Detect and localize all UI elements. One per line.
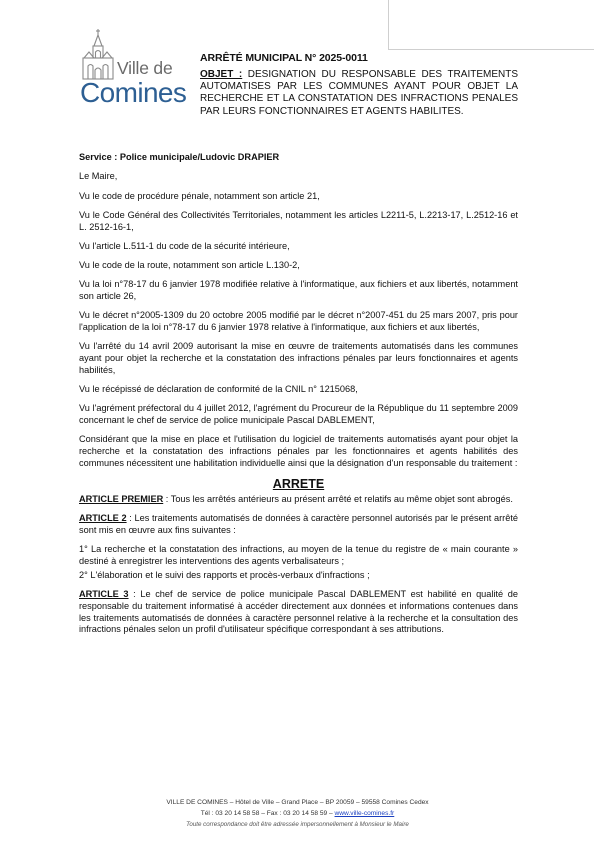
article-2 (79, 513, 518, 536)
service-line: Service : Police municipale/Ludovic DRAPIER (79, 152, 280, 162)
article-2-text: : Les traitements automatisés de données à caractère personnel autorisés par le présent arrêté sont mis en œuvre aux fins suivantes : (79, 513, 518, 536)
logo-ville-text: Ville de (117, 58, 173, 78)
vu-paragraph: Vu le code de procédure pénale, notamment son article 21, (79, 190, 320, 201)
vu-paragraph: Vu le décret n°2005-1309 du 20 octobre 2005 modifié par le décret n°2007-451 du 25 mars 2007, pris pour l'application de la loi n°78-17 du 6 janvier 1978 relative à l'informatique, aux fichiers et aux libertés, (79, 310, 518, 333)
objet-text: DESIGNATION DU RESPONSABLE DES TRAITEMENTS AUTOMATISES PAR LES COMMUNES AYANT POUR OBJET LA RECHERCHE ET LA CONSTATATION DES INFRACTIONS PENALES PAR LEURS FONCTIONNAIRES ET AGENTS HABILITES. (200, 69, 519, 117)
vu-paragraph: Vu le Code Général des Collectivités Territoriales, notamment les articles L2211-5, L.2213-17, L.2512-16 et L. 2512-16-1, (79, 209, 518, 232)
stamp-box (388, 0, 594, 50)
article-3-text: : Le chef de service de police municipale Pascal DABLEMENT est habilité en qualité de responsable du traitement informatisé à accéder directement aux données et informations contenues dans les traitements automatisés de données à caractère personnel relative à la recherche et la consultation des infractions pénales selon un profil d'utilisateur spécifique correspondant à ses attributions. (79, 589, 518, 635)
vu-paragraph: Vu l'arrêté du 14 avril 2009 autorisant la mise en œuvre de traitements automatisés dans les communes ayant pour objet la recherche et la constatation des infractions pénales par leurs fonctionnaires et agents habilités, (79, 341, 518, 375)
article-1 (79, 494, 518, 506)
footer-website-link[interactable]: www.ville-comines.fr (334, 810, 395, 817)
footer-notice: Toute correspondance doit être adressée impersonnellement à Monsieur le Maire (186, 821, 409, 828)
considerant-paragraph: Considérant que la mise en place et l'utilisation du logiciel de traitements automatisés ayant pour objet la recherche et la constatation des infractions pénales par les fonctionnaires et agents habilités des communes nécessitent une habilitation individuelle ainsi que la désignation d'un responsable du traitement : (79, 434, 518, 468)
objet-paragraph (200, 69, 518, 118)
article-3-label: ARTICLE 3 (79, 589, 129, 600)
church-icon (80, 28, 116, 80)
footer-phone-fax: Tél : 03 20 14 58 58 – Fax : 03 20 14 58 59 – (200, 810, 335, 817)
article-3 (79, 589, 518, 636)
footer-address: VILLE DE COMINES – Hôtel de Ville – Grand Place – BP 20059 – 59558 Comines Cedex (166, 799, 429, 806)
decree-title: ARRÊTÉ MUNICIPAL N° 2025-0011 (200, 52, 368, 64)
vu-paragraph: Vu le récépissé de déclaration de conformité de la CNIL n° 1215068, (79, 384, 358, 395)
ville-de-comines-logo (80, 28, 192, 112)
decree-body (79, 152, 518, 644)
article-2-label: ARTICLE 2 (79, 513, 127, 524)
vu-paragraph: Vu la loi n°78-17 du 6 janvier 1978 modifiée relative à l'informatique, aux fichiers et aux libertés, notamment son article 26, (79, 279, 518, 302)
maire-line: Le Maire, (79, 171, 118, 182)
vu-paragraph: Vu l'article L.511-1 du code de la sécurité intérieure, (79, 240, 290, 251)
objet-label: OBJET : (200, 69, 243, 80)
vu-paragraph: Vu le code de la route, notamment son article L.130-2, (79, 260, 300, 271)
article-2-item-2: 2° L'élaboration et le suivi des rapports et procès-verbaux d'infractions ; (79, 569, 370, 580)
vu-paragraph: Vu l'agrément préfectoral du 4 juillet 2012, l'agrément du Procureur de la République du 11 septembre 2009 concernant le chef de service de police municipale Pascal DABLEMENT, (79, 403, 518, 426)
logo-comines-text: Comines (80, 77, 187, 108)
arrete-heading: ARRETE (272, 477, 325, 492)
footer-contact (0, 810, 595, 817)
article-1-text: : Tous les arrêtés antérieurs au présent arrêté et relatifs au même objet sont abrogés. (163, 494, 513, 505)
article-1-label: ARTICLE PREMIER (79, 494, 164, 505)
article-2-item-1: 1° La recherche et la constatation des infractions, au moyen de la tenue du registre de « main courante » destiné à enregistrer les interventions des agents verbalisateurs ; (79, 544, 518, 567)
